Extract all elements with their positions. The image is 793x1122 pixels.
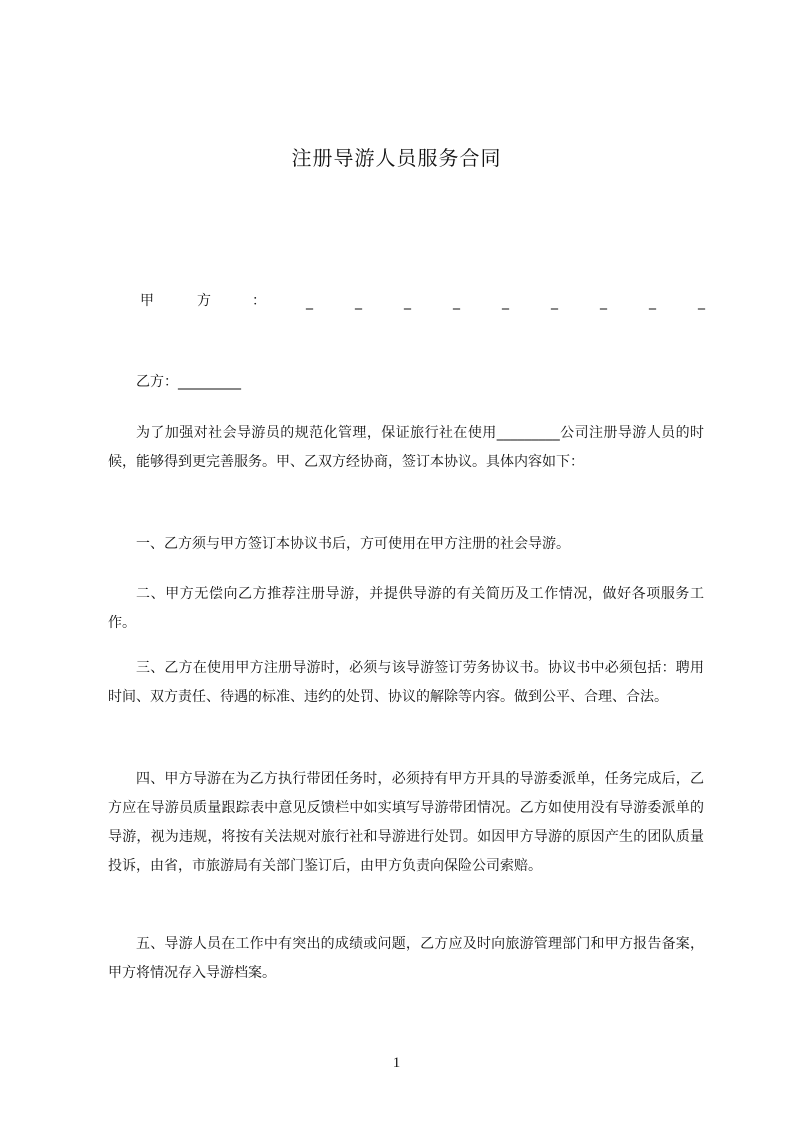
page-number: 1 [392,1055,401,1071]
party-a-blank-segment: _ [551,294,558,310]
party-a-blank-segment: _ [355,294,362,310]
party-a-blank-segment: _ [306,294,313,310]
party-a-blank-segment: _ [404,294,411,310]
party-a-label-char1: 甲 [140,293,154,309]
intro-paragraph: 为了加强对社会导游员的规范化管理，保证旅行社在使用_________公司注册导游人员的时候，能够得到更完善服务。甲、乙双方经协商，签订本协议。具体内容如下： [108,425,704,470]
party-a-blank-segment: _ [502,294,509,310]
clause-2: 二、甲方无偿向乙方推荐注册导游，并提供导游的有关简历及工作情况，做好各项服务工作。 [108,586,704,631]
party-a-blank-segment: _ [698,294,705,310]
party-a-line [140,290,705,314]
party-a-blank-segment: _ [649,294,656,310]
clause-3: 三、乙方在使用甲方注册导游时，必须与该导游签订劳务协议书。协议书中必须包括：聘用时间、双方责任、待遇的标准、违约的处罚、协议的解除等内容。做到公平、合理、合法。 [108,660,704,705]
contract-title: 注册导游人员服务合同 [291,146,502,170]
party-a-colon: ： [252,293,266,309]
party-a-blank-segment: _ [600,294,607,310]
party-a-blank [306,294,705,310]
party-a-label-char2: 方 [197,293,211,309]
clause-1: 一、乙方须与甲方签订本协议书后，方可使用在甲方注册的社会导游。 [136,536,570,552]
clause-5: 五、导游人员在工作中有突出的成绩或问题，乙方应及时向旅游管理部门和甲方报告备案，甲方将情况存入导游档案。 [108,936,704,981]
party-a-blank-segment: _ [453,294,460,310]
party-b-line: 乙方：_________ [136,374,241,390]
clause-4: 四、甲方导游在为乙方执行带团任务时，必须持有甲方开具的导游委派单，任务完成后，乙方应在导游员质量跟踪表中意见反馈栏中如实填写导游带团情况。乙方如使用没有导游委派单的导游，视为违规，将按有关法规对旅行社和导游进行处罚。如因甲方导游的原因产生的团队质量投诉，由省，市旅游局有关部门鉴订后，由甲方负责向保险公司索赔。 [108,771,704,874]
